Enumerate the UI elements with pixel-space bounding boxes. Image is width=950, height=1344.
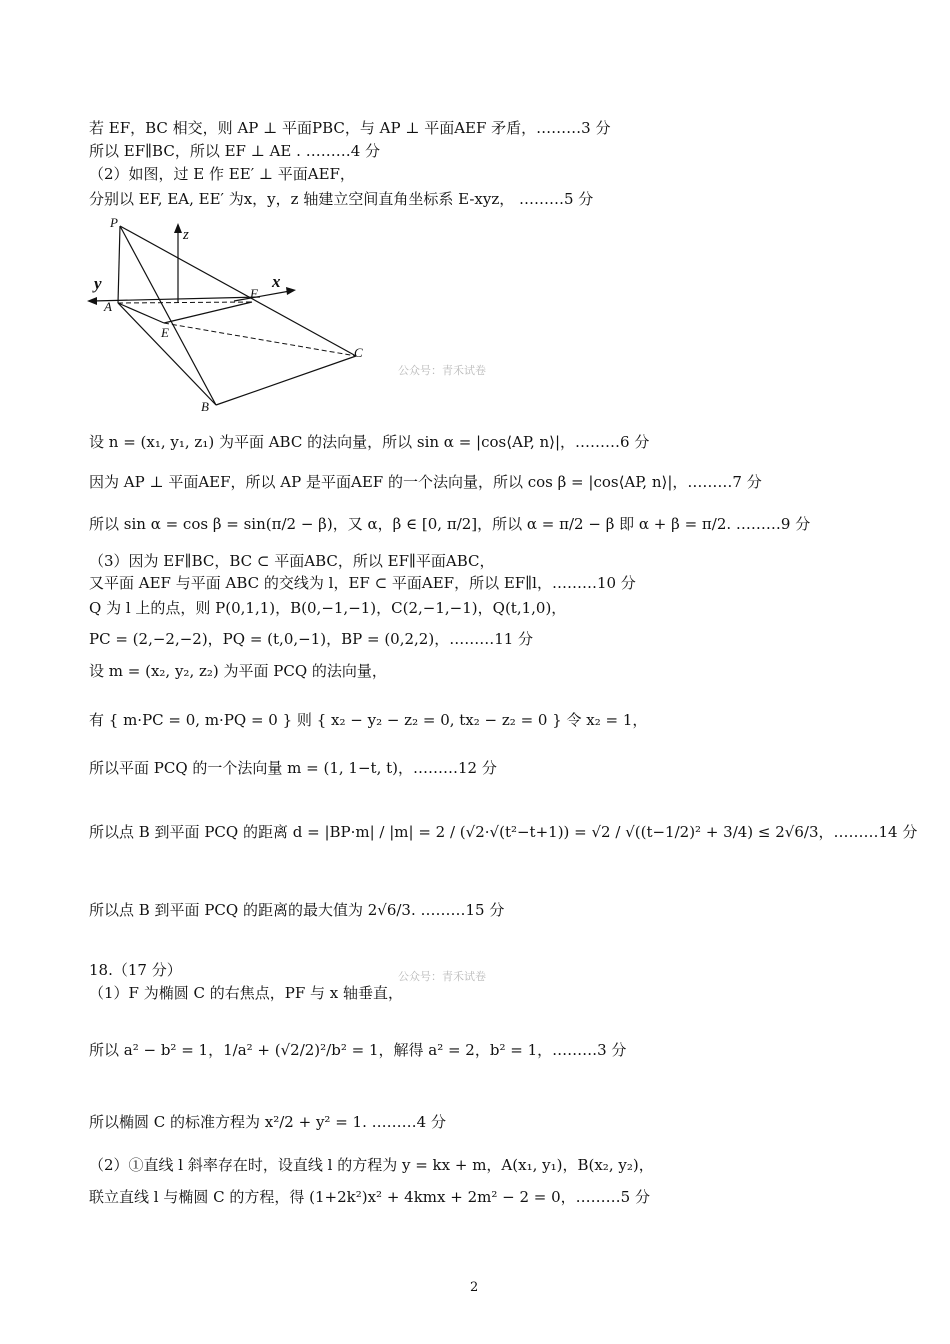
edge-PA (118, 226, 120, 303)
text-line-18: （1）F 为椭圆 C 的右焦点，PF 与 x 轴垂直， (89, 984, 403, 1002)
watermark-1: 公众号：青禾试卷 (398, 364, 486, 377)
text-line-15: 所以点 B 到平面 PCQ 的距离 d = |BP·m| / |m| = 2 / (√2·√(t²−t+1)) = √2 / √((t−1/2)² + 3/4) ≤ 2√6/3，………14 分 (89, 823, 918, 841)
label-x: x (272, 272, 281, 291)
x-axis (234, 291, 290, 301)
edge-BC (216, 356, 356, 405)
label-y: y (94, 274, 102, 293)
text-line-13: 有 { m·PC = 0, m·PQ = 0 } 则 { x₂ − y₂ − z₂ = 0, tx₂ − z₂ = 0 } 令 x₂ = 1， (89, 711, 648, 729)
text-line-9: 又平面 AEF 与平面 ABC 的交线为 l，EF ⊂ 平面AEF，所以 EF∥l，………10 分 (89, 574, 636, 592)
label-A: A (104, 299, 112, 314)
edge-AB (118, 303, 216, 405)
text-line-4: 分别以 EF, EA, EE′ 为x，y，z 轴建立空间直角坐标系 E-xyz， ………5 分 (89, 190, 594, 208)
edge-EF (164, 302, 252, 323)
text-line-7: 所以 sin α = cos β = sin(π/2 − β)，又 α，β ∈ [0, π/2]，所以 α = π/2 − β 即 α + β = π/2. ………9 分 (89, 515, 811, 533)
text-line-16: 所以点 B 到平面 PCQ 的距离的最大值为 2√6/3. ………15 分 (89, 901, 505, 919)
text-line-17: 18.（17 分） (89, 961, 182, 979)
text-line-6: 因为 AP ⊥ 平面AEF，所以 AP 是平面AEF 的一个法向量，所以 cos β = |cos⟨AP, n⟩|，………7 分 (89, 473, 762, 491)
x-arrow (286, 287, 296, 295)
text-line-5: 设 n = (x₁, y₁, z₁) 为平面 ABC 的法向量，所以 sin α = |cos⟨AP, n⟩|，………6 分 (89, 433, 650, 451)
coordinate-figure (84, 215, 374, 420)
text-line-10: Q 为 l 上的点，则 P(0,1,1)，B(0,−1,−1)，C(2,−1,−1)，Q(t,1,0)， (89, 599, 567, 617)
text-line-19: 所以 a² − b² = 1，1/a² + (√2/2)²/b² = 1，解得 a² = 2，b² = 1，………3 分 (89, 1041, 627, 1059)
text-line-12: 设 m = (x₂, y₂, z₂) 为平面 PCQ 的法向量， (89, 662, 387, 680)
label-z: z (183, 227, 189, 243)
watermark-2: 公众号：青禾试卷 (398, 970, 486, 983)
text-line-14: 所以平面 PCQ 的一个法向量 m = (1, 1−t, t)，………12 分 (89, 759, 497, 777)
text-line-3: （2）如图，过 E 作 EE′ ⊥ 平面AEF， (89, 165, 355, 183)
text-line-20: 所以椭圆 C 的标准方程为 x²/2 + y² = 1. ………4 分 (89, 1113, 446, 1131)
page-number: 2 (470, 1280, 479, 1295)
text-line-2: 所以 EF∥BC，所以 EF ⊥ AE . ………4 分 (89, 142, 380, 160)
label-F: F (250, 286, 258, 301)
text-line-22: 联立直线 l 与椭圆 C 的方程，得 (1+2k²)x² + 4kmx + 2m² − 2 = 0，………5 分 (89, 1188, 650, 1206)
label-B: B (201, 399, 209, 414)
text-line-8: （3）因为 EF∥BC，BC ⊂ 平面ABC，所以 EF∥平面ABC， (89, 552, 495, 570)
edge-AE (118, 303, 164, 323)
edge-AF-dashed (118, 302, 252, 303)
label-P: P (110, 215, 118, 230)
text-line-21: （2）①直线 l 斜率存在时，设直线 l 的方程为 y = kx + m，A(x₁, y₁)，B(x₂, y₂)， (89, 1156, 654, 1174)
z-arrow (174, 223, 182, 233)
label-E: E (161, 325, 169, 340)
text-line-1: 若 EF，BC 相交，则 AP ⊥ 平面PBC，与 AP ⊥ 平面AEF 矛盾，………3 分 (89, 119, 611, 137)
label-C: C (354, 345, 363, 360)
text-line-11: PC = (2,−2,−2)，PQ = (t,0,−1)，BP = (0,2,2)，………11 分 (89, 630, 534, 648)
y-arrow (87, 297, 97, 305)
